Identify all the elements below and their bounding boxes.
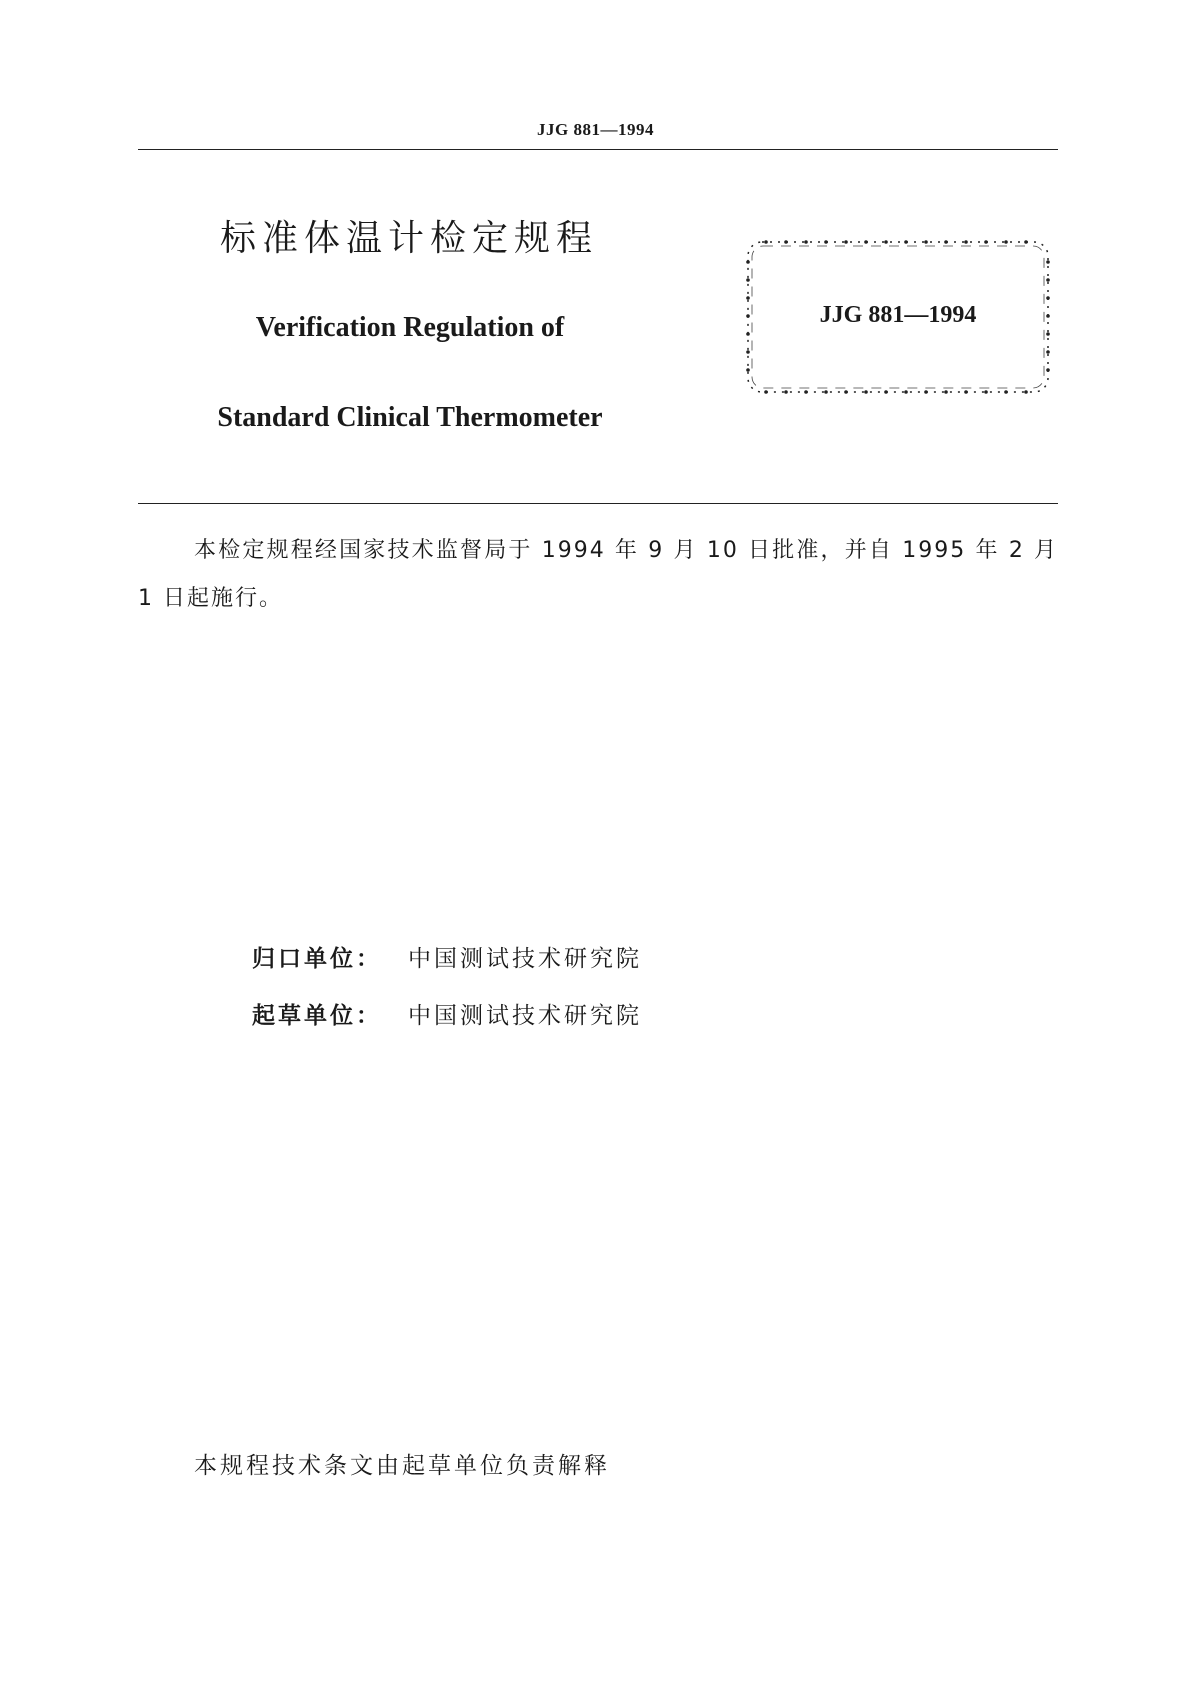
frame-dot	[1024, 240, 1028, 244]
frame-dot	[764, 240, 768, 244]
title-english-line1: Verification Regulation of	[255, 312, 565, 343]
frame-dot	[804, 240, 808, 244]
frame-dot	[746, 296, 750, 300]
header-divider	[138, 149, 1058, 150]
title-divider	[138, 503, 1058, 504]
frame-dot	[984, 390, 988, 394]
frame-dot	[1004, 240, 1008, 244]
frame-dot	[844, 240, 848, 244]
frame-dot	[1046, 278, 1050, 282]
frame-dot	[1046, 296, 1050, 300]
frame-dot	[964, 390, 968, 394]
frame-dot	[944, 390, 948, 394]
frame-dot	[924, 390, 928, 394]
drafting-unit-row	[252, 997, 642, 1030]
frame-dot	[804, 390, 808, 394]
frame-dot	[1024, 390, 1028, 394]
frame-dot	[1046, 368, 1050, 372]
frame-dot	[764, 390, 768, 394]
frame-dot	[746, 332, 750, 336]
frame-dot	[1046, 350, 1050, 354]
responsible-unit-label: 归口单位：	[252, 946, 382, 972]
frame-dot	[964, 240, 968, 244]
frame-dot	[984, 240, 988, 244]
frame-dot	[784, 240, 788, 244]
code-box-label: JJG 881—1994	[819, 302, 977, 328]
frame-dot	[746, 350, 750, 354]
frame-dot	[746, 260, 750, 264]
standard-code-box	[744, 238, 1052, 396]
frame-dot	[904, 240, 908, 244]
frame-dot	[824, 240, 828, 244]
drafting-unit-value: 中国测试技术研究院	[408, 1003, 642, 1029]
frame-dot	[884, 390, 888, 394]
drafting-unit-label: 起草单位：	[252, 1003, 382, 1029]
frame-dot	[1046, 260, 1050, 264]
frame-dot	[1046, 332, 1050, 336]
frame-dot	[904, 390, 908, 394]
frame-dot	[844, 390, 848, 394]
approval-statement: 本检定规程经国家技术监督局于 1994 年 9 月 10 日批准，并自 1995 年 2 月 1 日起施行。	[138, 538, 1058, 611]
frame-dot	[884, 240, 888, 244]
frame-dot	[746, 278, 750, 282]
title-english-line2: Standard Clinical Thermometer	[217, 402, 603, 433]
frame-dot	[746, 368, 750, 372]
frame-dot	[1004, 390, 1008, 394]
frame-dot	[824, 390, 828, 394]
responsible-unit-row	[252, 940, 642, 973]
frame-dot	[784, 390, 788, 394]
responsible-unit-value: 中国测试技术研究院	[408, 946, 642, 972]
frame-dot	[864, 240, 868, 244]
frame-dot	[924, 240, 928, 244]
header-standard-code: JJG 881—1994	[537, 120, 654, 139]
interpretation-note: 本规程技术条文由起草单位负责解释	[194, 1453, 610, 1479]
frame-dot	[944, 240, 948, 244]
title-chinese: 标准体温计检定规程	[220, 218, 599, 259]
frame-dot	[864, 390, 868, 394]
